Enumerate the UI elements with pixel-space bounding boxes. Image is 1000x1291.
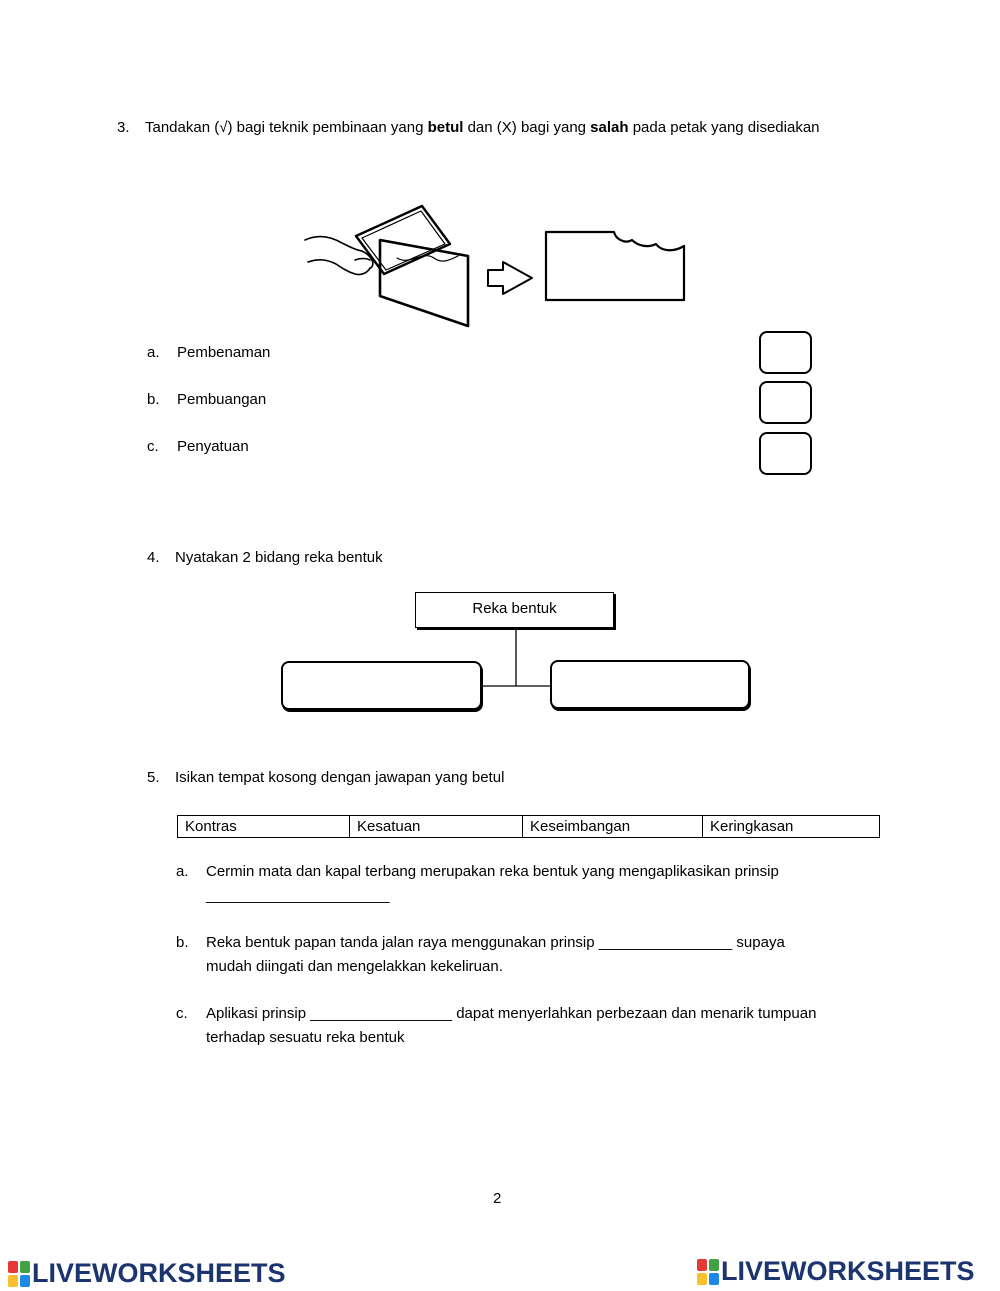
footer-brand-right: LIVEWORKSHEETS (721, 1256, 975, 1286)
q3-option-c (147, 437, 249, 457)
tree-connector-lines (480, 628, 552, 690)
word-bank-cell: Keringkasan (703, 816, 880, 838)
liveworksheets-logo-icon (8, 1261, 30, 1287)
q3-answer-box-a[interactable] (759, 331, 812, 374)
word-bank-row (178, 816, 880, 838)
question-3-text-c: pada petak yang disediakan (628, 119, 820, 136)
construction-technique-illustration (300, 198, 690, 328)
word-bank-cell: Keseimbangan (523, 816, 703, 838)
q3-option-c-label: c. (147, 438, 159, 455)
question-4 (147, 548, 383, 568)
page-number: 2 (493, 1190, 502, 1207)
q5-item-c-line1[interactable]: Aplikasi prinsip _________________ dapat menyerlahkan perbezaan dan menarik tumpuan (206, 1005, 817, 1022)
q3-option-b (147, 390, 266, 410)
design-field-answer-box-1[interactable] (281, 661, 482, 710)
q5-item-b-line2: mudah diingati dan mengelakkan kekeliruan. (206, 958, 503, 975)
q5-item-b (176, 931, 886, 981)
q5-item-a-label: a. (176, 863, 189, 880)
q5-item-c-label: c. (176, 1005, 188, 1022)
q3-answer-box-c[interactable] (759, 432, 812, 475)
q5-item-a-line1: Cermin mata dan kapal terbang merupakan reka bentuk yang mengaplikasikan prinsip (206, 863, 779, 880)
q3-option-a-label: a. (147, 344, 160, 361)
question-3-salah: salah (590, 119, 629, 136)
question-3-text-b: dan (X) bagi yang (463, 119, 591, 136)
q5-item-c (176, 1002, 886, 1052)
word-bank-cell: Kontras (178, 816, 350, 838)
question-3-betul: betul (427, 119, 464, 136)
question-5-text: Isikan tempat kosong dengan jawapan yang betul (175, 769, 505, 786)
word-bank-cell: Kesatuan (350, 816, 523, 838)
q3-option-c-text: Penyatuan (177, 438, 249, 455)
question-5 (147, 768, 504, 788)
design-root-box: Reka bentuk (415, 592, 614, 628)
q5-item-c-line2: terhadap sesuatu reka bentuk (206, 1029, 405, 1046)
q5-item-a-blank[interactable]: ______________________ (206, 887, 390, 904)
q5-item-b-label: b. (176, 934, 189, 951)
word-bank-table (177, 815, 880, 838)
q3-option-a-text: Pembenaman (177, 344, 271, 361)
question-3-text-a: Tandakan (√) bagi teknik pembinaan yang (145, 119, 428, 136)
footer-logo-right (697, 1256, 975, 1287)
design-field-answer-box-2[interactable] (550, 660, 750, 709)
question-5-number: 5. (147, 769, 160, 786)
q5-item-a (176, 860, 886, 910)
q3-option-b-label: b. (147, 391, 160, 408)
question-4-text: Nyatakan 2 bidang reka bentuk (175, 549, 383, 566)
question-3 (117, 118, 820, 138)
q3-option-a (147, 343, 270, 363)
footer-brand-left: LIVEWORKSHEETS (32, 1258, 286, 1288)
question-4-number: 4. (147, 549, 160, 566)
q5-item-b-line1[interactable]: Reka bentuk papan tanda jalan raya menggunakan prinsip ________________ supaya (206, 934, 785, 951)
q3-option-b-text: Pembuangan (177, 391, 267, 408)
footer-logo-left (8, 1258, 286, 1289)
liveworksheets-logo-icon (697, 1259, 719, 1285)
q3-answer-box-b[interactable] (759, 381, 812, 424)
question-3-number: 3. (117, 119, 130, 136)
